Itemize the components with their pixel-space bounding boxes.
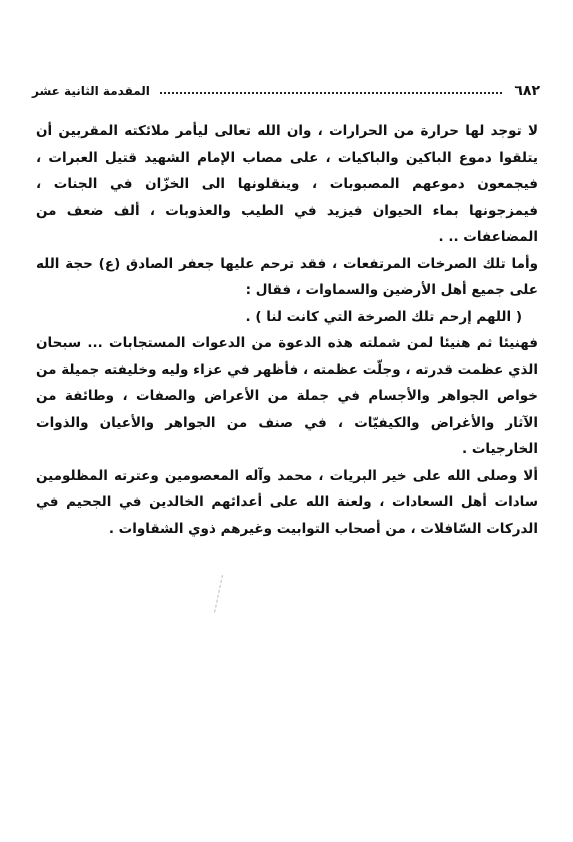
page-number: ٦٨٢	[514, 83, 540, 99]
paragraph-2: وأما تلك الصرخات المرتفعات ، فقد ترحم عليها جعفر الصادق (ع) حجة الله على جميع أهل الأرضين والسماوات ، فقال :	[36, 255, 538, 298]
paragraph-3: فهنيئا ثم هنيئا لمن شملته هذه الدعوة من الدعوات المستجابات ... سبحان الذي عظمت قدرته ، وجلّت عظمته ، فأظهر في عزاء وليه وخليفته جميلة من خواص الجواهر والأجسام في جملة من الأعراض والصفات ، وطائفة من الآثار والأغراض والكيفيّات ، في صنف من الجواهر والأعيان والذوات الخارجيات .	[36, 335, 538, 457]
paragraph-4: ألا وصلى الله على خير البريات ، محمد وآله المعصومين وعترته المظلومين سادات أهل السعادات ، ولعنة الله على أعدائهم الخالدين في الجحيم في الدركات السّافلات ، من أصحاب التوابيت وغيرهم ذوي الشقاوات .	[36, 467, 538, 537]
paragraph-1: لا توجد لها حرارة من الحرارات ، وان الله تعالى ليأمر ملائكته المقربين أن يتلقوا دموع الباكين والباكيات ، على مصاب الإمام الشهيد قتيل العبرات ، فيجمعون دموعهم المصبوبات ، وينقلونها الى الخزّان في الجنات ، فيمزجونها بماء الحيوان فيزيد في الطيب والعذوبات ، ألف ضعف من المضاعفات .. .	[36, 123, 538, 245]
header-dotted-rule	[160, 92, 502, 94]
scan-mark	[214, 575, 225, 613]
body-text	[36, 118, 538, 542]
page-header	[32, 80, 540, 102]
running-title: المقدمة الثانية عشر	[32, 84, 150, 98]
quoted-supplication: ( اللهم إرحم تلك الصرخة التي كانت لنا ) .	[245, 308, 522, 325]
